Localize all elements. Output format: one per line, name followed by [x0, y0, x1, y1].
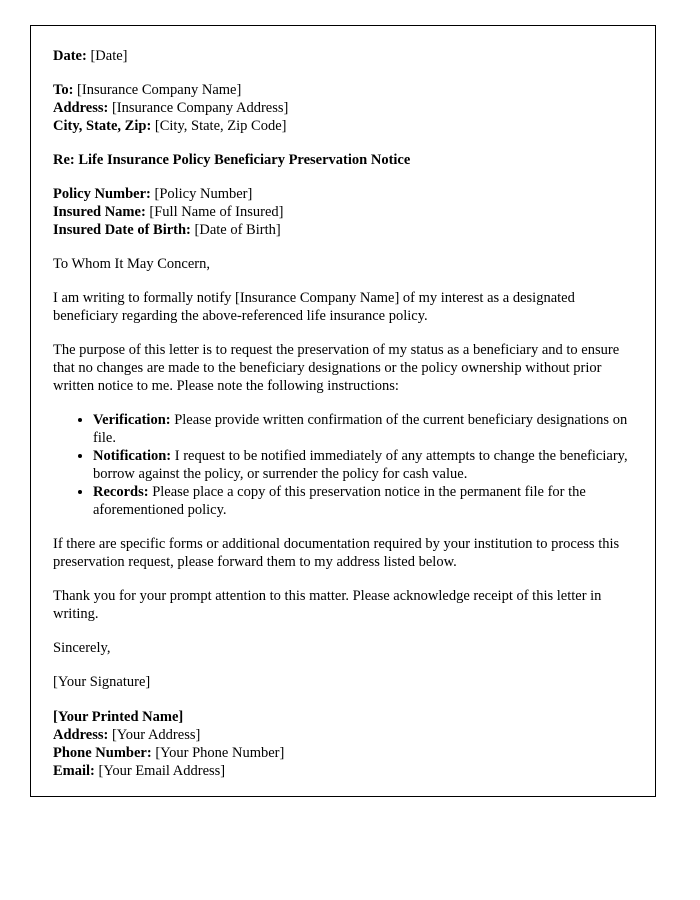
salutation: To Whom It May Concern,: [53, 256, 210, 272]
insured-dob-label: Insured Date of Birth:: [53, 222, 191, 238]
sender-email-label: Email:: [53, 763, 95, 779]
recipient-address-line: [53, 99, 633, 117]
printed-name: [Your Printed Name]: [53, 709, 184, 725]
bullet-records: [93, 483, 633, 519]
date-label: Date:: [53, 48, 87, 64]
policy-number-label: Policy Number:: [53, 186, 151, 202]
recipient-city-line: [53, 117, 633, 135]
sender-address-value: [Your Address]: [108, 727, 201, 743]
verification-text: Please provide written confirmation of the current beneficiary designations on file.: [93, 412, 628, 446]
records-text: Please place a copy of this preservation notice in the permanent file for the aforementioned policy.: [93, 484, 586, 518]
paragraph-intro: I am writing to formally notify [Insurance Company Name] of my interest as a designated beneficiary regarding the above-referenced life insurance policy.: [53, 290, 575, 324]
paragraph-thanks: Thank you for your prompt attention to this matter. Please acknowledge receipt of this letter in writing.: [53, 588, 602, 622]
insured-name-label: Insured Name:: [53, 204, 146, 220]
insured-name-line: [53, 203, 633, 221]
sender-email-line: [53, 762, 633, 780]
notification-text: I request to be notified immediately of any attempts to change the beneficiary, borrow against the policy, or surrender the policy for cash value.: [93, 448, 628, 482]
sender-block: [53, 708, 633, 780]
sender-address-label: Address:: [53, 727, 109, 743]
city-state-zip-value: [City, State, Zip Code]: [151, 118, 287, 134]
records-label: Records:: [93, 484, 149, 500]
recipient-to-line: [53, 81, 633, 99]
instructions-list: [53, 411, 633, 519]
address-value: [Insurance Company Address]: [108, 100, 289, 116]
date-line: [53, 47, 633, 65]
sender-address-line: [53, 726, 633, 744]
sender-email-value: [Your Email Address]: [94, 763, 226, 779]
signature-placeholder: [Your Signature]: [53, 674, 151, 690]
letter-document: [30, 25, 656, 797]
bullet-notification: [93, 447, 633, 483]
policy-number-value: [Policy Number]: [150, 186, 253, 202]
verification-label: Verification:: [93, 412, 171, 428]
date-value: [Date]: [86, 48, 128, 64]
paragraph-forms: If there are specific forms or additional documentation required by your institution to process this preservation request, please forward them to my address listed below.: [53, 536, 620, 570]
paragraph-purpose: The purpose of this letter is to request the preservation of my status as a beneficiary and to ensure that no changes are made to the beneficiary designations or the policy ownership without prior written notice to me. Please note the following instructions:: [53, 342, 620, 394]
policy-number-line: [53, 185, 633, 203]
sender-phone-label: Phone Number:: [53, 745, 152, 761]
bullet-verification: [93, 411, 633, 447]
policy-block: [53, 185, 633, 239]
insured-name-value: [Full Name of Insured]: [145, 204, 284, 220]
to-label: To:: [53, 82, 74, 98]
recipient-block: [53, 81, 633, 135]
closing: Sincerely,: [53, 640, 111, 656]
address-label: Address:: [53, 100, 109, 116]
to-value: [Insurance Company Name]: [73, 82, 242, 98]
notification-label: Notification:: [93, 448, 172, 464]
sender-phone-value: [Your Phone Number]: [151, 745, 285, 761]
insured-dob-value: [Date of Birth]: [190, 222, 281, 238]
sender-phone-line: [53, 744, 633, 762]
city-state-zip-label: City, State, Zip:: [53, 118, 152, 134]
subject-line: Re: Life Insurance Policy Beneficiary Preservation Notice: [53, 152, 411, 168]
insured-dob-line: [53, 221, 633, 239]
